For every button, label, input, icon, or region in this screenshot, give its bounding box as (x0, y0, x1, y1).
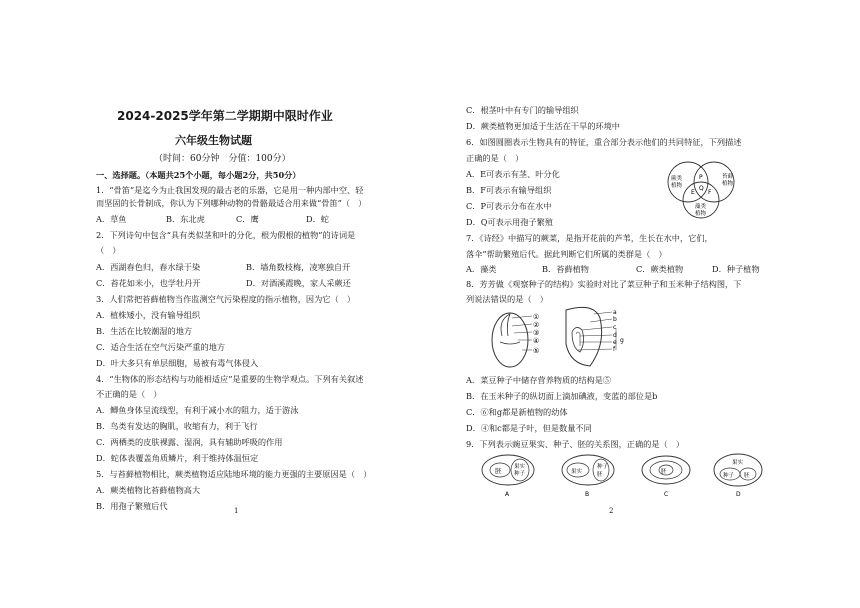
q9-d-fruit: 果实 (732, 460, 744, 466)
bean-label-1: ① (533, 313, 540, 321)
q9-diagram-c (642, 456, 690, 498)
corn-label-b: b (613, 316, 617, 323)
q9-line1: 9．下列表示豌豆果实、种子、胚的关系图，正确的是（ ） (466, 439, 685, 449)
q4-line2: 不正确的是（ ） (96, 389, 162, 399)
q1-line1: 1．“骨笛”是迄今为止我国发现的最古老的乐器，它是用一种内部中空、轻 (96, 185, 364, 195)
q7-option-c: C．蕨类植物 (636, 264, 684, 274)
q9-a-embryo: 胚 (495, 467, 502, 475)
venn-label-fern-2: 植物 (671, 183, 683, 189)
q2-option-c: C．苔花如米小，也学牡丹开 (96, 278, 201, 288)
q9-label-b: B (585, 491, 590, 498)
q3-option-a: A．植株矮小，没有输导组织 (96, 310, 201, 320)
q4-option-d: D．蛇体表覆盖角质鳞片，利于维持体温恒定 (96, 453, 259, 463)
q7-line1-text: 7．《诗经》中描写的蕨菜，是指开花前的芦苇，生长在水中，它们， (466, 233, 713, 243)
q3-line1: 3．人们常把苔藓植物当作监测空气污染程度的指示植物，因为它（ ） (96, 294, 356, 304)
venn-region-p: P (699, 174, 703, 181)
q1-line2: 而坚固的长骨制成，你认为下列哪种动物的骨骼最适合用来做“骨笛”（ ） (96, 198, 367, 208)
venn-region-e: E (691, 189, 695, 196)
q6-line2: 正确的是（ ） (466, 153, 524, 163)
q8-line2: 列说法错误的是（ ） (466, 294, 548, 304)
venn-label-moss-1: 苔藓 (722, 174, 734, 180)
q4-option-c: C．两栖类的皮肤裸露、湿润，具有辅助呼吸的作用 (96, 437, 283, 447)
q8-option-b: B．在玉米种子的纵切面上滴加碘液，变蓝的部位是b (466, 391, 658, 401)
bean-label-4: ④ (533, 337, 540, 345)
q7-line1 (466, 233, 713, 244)
venn-label-fern-1: 蕨类 (671, 176, 683, 182)
q1-option-c: C．鹰 (236, 214, 259, 224)
q7-line2: 落伞”帮助繁殖后代。据此判断它们所属的类群是（ ） (466, 249, 667, 259)
corn-label-f: f (613, 346, 616, 353)
venn-label-algae-2: 植物 (695, 211, 707, 217)
q9-d-seed: 种子 (723, 473, 735, 479)
venn-label-moss-2: 植物 (722, 181, 734, 187)
venn-diagram (662, 158, 744, 222)
q6-option-a: A．E可表示有茎、叶分化 (466, 169, 560, 179)
exam-info: （时间：60分钟 分值：100分） (154, 154, 291, 164)
q3-option-d: D．叶大多只有单层细胞，易被有毒气体侵入 (96, 358, 259, 368)
q9-b-fruit: 果实 (571, 469, 583, 475)
q4-line1: 4．“生物体的形态结构与功能相适应”是重要的生物学观点。下列有关叙述 (96, 374, 364, 384)
q1-option-d: D．蛇 (306, 214, 329, 224)
q5-option-a: A．蕨类植物比苔藓植物高大 (96, 485, 201, 495)
q1-option-a: A．草鱼 (96, 214, 127, 224)
q5-line1: 5．与苔藓植物相比，蕨类植物适应陆地环境的能力更强的主要原因是（ ） (96, 469, 372, 479)
venn-region-q: Q (699, 185, 704, 192)
corn-label-g: g (620, 337, 624, 344)
q5-option-b: B．用孢子繁殖后代 (96, 501, 168, 511)
q9-diagrams (480, 452, 780, 500)
q5-option-d: D．蕨类植物更加适于生活在干旱的环境中 (466, 121, 620, 131)
q4-option-b: B．鸟类有发达的胸肌，收缩有力，利于飞行 (96, 421, 258, 431)
bean-label-3: ③ (533, 329, 540, 337)
page-number-1: 1 (234, 507, 239, 515)
q9-b-seed: 种子 (597, 464, 609, 470)
q8-option-d: D．④和c都是子叶，但是数量不同 (466, 423, 592, 433)
bean-label-2: ② (533, 321, 540, 329)
q9-label-a: A (505, 491, 510, 498)
q7-option-d: D．种子植物 (712, 264, 760, 274)
q2-option-d: D．对酒溪霞晚，家人采蕨还 (246, 278, 351, 288)
bean-label-5: ⑤ (533, 347, 540, 355)
q1-option-b: B．东北虎 (166, 214, 205, 224)
q2-option-b: B．墙角数枝梅，凌寒独自开 (246, 262, 351, 272)
q9-b-embryo: 胚 (597, 472, 603, 478)
corn-label-d: d (613, 332, 617, 339)
venn-label-algae-1: 藻类 (695, 204, 707, 210)
q5-option-c: C．根茎叶中有专门的输导组织 (466, 105, 579, 115)
exam-title: 2024-2025学年第二学期期中限时作业 (117, 109, 333, 123)
corn-label-a: a (613, 309, 617, 316)
q9-a-fruit: 果实 (514, 464, 526, 470)
q8-option-c: C．⑥和g都是新植物的幼体 (466, 407, 568, 417)
q6-option-d: D．Q可表示用孢子繁殖 (466, 217, 553, 227)
venn-region-f: F (708, 189, 712, 196)
section-heading: 一、选择题。（本题共25个小题，每小题2分，共50分） (96, 170, 301, 180)
q9-diagram-a (482, 455, 534, 498)
q9-label-c: C (664, 491, 669, 498)
q2-line2: （ ） (96, 245, 121, 255)
q8-line1: 8．芳芳做《观察种子的结构》实验时对比了菜豆种子和玉米种子结构图，下 (466, 279, 742, 289)
q7-option-b: B．苔藓植物 (542, 264, 589, 274)
corn-label-c: c (613, 324, 617, 331)
q9-d-embryo: 胚 (744, 473, 750, 479)
q3-option-b: B．生活在比较潮湿的地方 (96, 326, 193, 336)
q4-option-a: A．鲫鱼身体呈流线型，有利于减小水的阻力，适于游泳 (96, 405, 299, 415)
q8-option-a: A．菜豆种子中储存营养物质的结构是⑤ (466, 375, 612, 385)
q9-label-d: D (736, 491, 741, 498)
q7-option-a: A．藻类 (466, 264, 497, 274)
right-page (430, 0, 860, 608)
q2-line1: 2．下列诗句中包含“具有类似茎和叶的分化，根为假根的植物”的诗词是 (96, 230, 356, 240)
q6-option-c: C．P可表示分布在水中 (466, 201, 552, 211)
bean-seed-diagram (488, 306, 558, 370)
q9-diagram-d (714, 454, 762, 498)
corn-label-e: e (613, 339, 617, 346)
q9-c-embryo: 胚 (661, 469, 667, 475)
q9-a-seed: 种子 (514, 471, 526, 477)
page-number-2: 2 (609, 507, 614, 515)
q3-option-c: C．适合生活在空气污染严重的地方 (96, 342, 226, 352)
corn-seed-diagram (560, 304, 640, 370)
q6-option-b: B．F可表示有输导组织 (466, 185, 552, 195)
q2-option-a: A．西湖春色归，春水绿于染 (96, 262, 201, 272)
q9-diagram-b (562, 455, 614, 498)
exam-subtitle: 六年级生物试题 (175, 134, 252, 147)
q6-line1: 6．如图圆圈表示生物具有的特征，重合部分表示他们的共同特征，下列描述 (466, 137, 742, 147)
